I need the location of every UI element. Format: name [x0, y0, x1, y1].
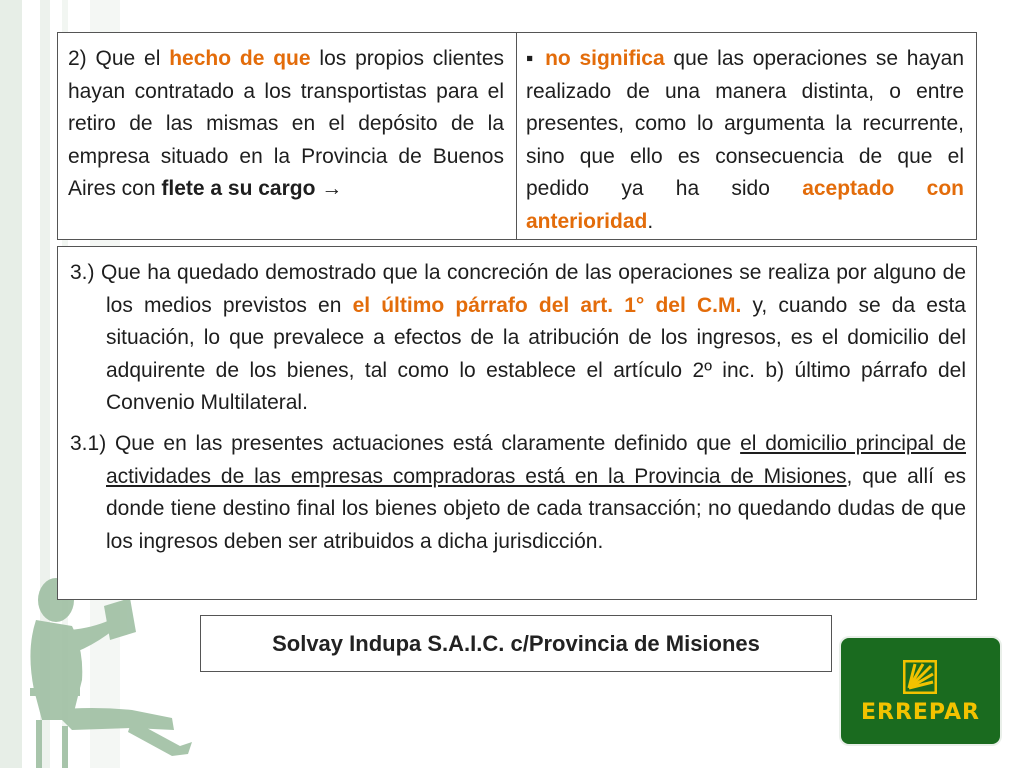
caption-text: Solvay Indupa S.A.I.C. c/Provincia de Misiones — [272, 630, 760, 656]
findings-box — [57, 246, 977, 600]
paragraph-text: y, cuando se da esta situación, lo que prevalece a efectos de la atribución de los ingresos, es el domicilio del adquirente de los bienes, tal como lo establece el artículo 2º inc. b) último párrafo del Convenio Multilateral. — [106, 293, 966, 415]
highlight-text: no significa — [545, 47, 665, 70]
table-cell-right — [517, 33, 976, 239]
cell-text: que las operaciones se hayan realizado de una manera distinta, o entre presentes, como lo argumenta la recurrente, sino que ello es consecuencia de que el pedido ya ha sido — [526, 47, 964, 200]
cell-text: 2) Que el — [68, 47, 170, 70]
paragraph-3-1 — [70, 428, 966, 558]
case-caption — [200, 615, 832, 672]
comparison-table — [57, 32, 977, 240]
cell-text: . — [647, 209, 654, 233]
errepar-logo-icon — [903, 660, 937, 694]
highlight-text: el último párrafo del art. 1° del C.M. — [352, 293, 742, 317]
logo-text: ERREPAR — [860, 700, 980, 725]
paragraph-text: , que allí es donde tiene destino final los bienes objeto de cada transacción; no quedando dudas de que los ingresos deben ser atribuidos a dicha jurisdicción. — [106, 464, 967, 553]
highlight-text: hecho de que — [169, 47, 311, 70]
errepar-logo — [841, 638, 1000, 744]
highlight-text: aceptado con anterioridad — [526, 177, 964, 233]
bold-text: flete a su cargo → — [161, 177, 343, 200]
cell-text: los propios clientes hayan contratado a los transportistas para el retiro de las mismas en el depósito de la empresa situado en la Provincia de Buenos Aires con — [68, 47, 504, 200]
paragraph-text: 3.) Que ha quedado demostrado que la concreción de las operaciones se realiza por alguno de los medios previstos en — [70, 261, 966, 317]
paragraph-text: 3.1) Que en las presentes actuaciones está claramente definido que — [70, 431, 741, 455]
bullet-icon: ▪ — [526, 47, 546, 70]
underlined-text: el domicilio principal de actividades de las empresas compradoras está en la Provincia de Misiones — [106, 431, 966, 488]
paragraph-3 — [70, 257, 966, 420]
table-cell-left — [58, 33, 517, 239]
